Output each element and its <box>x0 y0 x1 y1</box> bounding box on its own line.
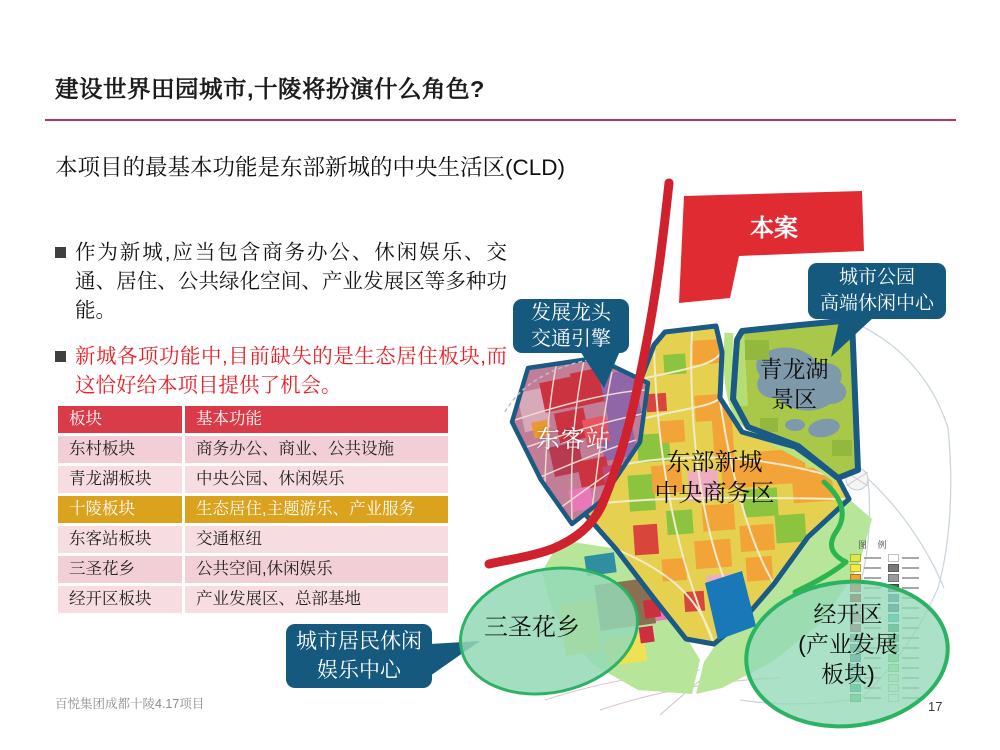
table-header-plate: 板块 <box>58 406 182 433</box>
legend-label-placeholder <box>864 567 881 569</box>
label-jingkai-line1: 经开区 <box>813 601 883 627</box>
label-qinglonghu-line1: 青龙湖 <box>759 356 829 382</box>
function-cell: 生态居住,主题游乐、产业服务 <box>185 496 448 523</box>
plate-cell: 经开区板块 <box>58 586 182 613</box>
function-cell: 交通枢纽 <box>185 526 448 553</box>
legend-row <box>850 565 881 571</box>
label-cbd <box>612 447 817 509</box>
legend-title: 图 例 <box>858 540 891 550</box>
legend-row <box>888 575 919 581</box>
footer-project-name: 百悦集团成都十陵4.17项目 <box>55 697 205 711</box>
legend-row <box>888 565 919 571</box>
function-cell: 产业发展区、总部基地 <box>185 586 448 613</box>
function-cell: 中央公园、休闲娱乐 <box>185 466 448 493</box>
label-east-station: 东客站 <box>536 426 611 453</box>
callout-east-station-line2: 交通引擎 <box>531 328 611 350</box>
legend-swatch <box>888 554 899 562</box>
plate-function-table <box>58 406 448 613</box>
label-jingkai <box>764 599 932 689</box>
legend-label-placeholder <box>902 557 919 559</box>
page-subtitle: 本项目的最基本功能是东部新城的中央生活区(CLD) <box>55 155 565 180</box>
legend-swatch <box>888 574 899 582</box>
page-title: 建设世界田园城市,十陵将扮演什么角色? <box>55 76 485 102</box>
legend-swatch <box>850 554 861 562</box>
label-jingkai-line3: 板块) <box>821 661 875 687</box>
legend-swatch <box>850 564 861 572</box>
legend-swatch <box>888 564 899 572</box>
callout-city-park <box>808 263 946 319</box>
callout-resident-leisure <box>286 624 432 688</box>
callout-city-park-line1: 城市公园 <box>838 267 915 288</box>
table-header-function: 基本功能 <box>185 406 448 433</box>
callout-resident-leisure-line1: 城市居民休闲 <box>296 630 422 653</box>
legend-label-placeholder <box>902 567 919 569</box>
plate-cell: 东村板块 <box>58 436 182 463</box>
callout-east-station-line1: 发展龙头 <box>531 302 611 324</box>
label-jingkai-line2: (产业发展 <box>798 631 898 657</box>
bullet-text-red: 新城各项功能中,目前缺失的是生态居住板块,而这恰好给本项目提供了机会。 <box>75 345 507 398</box>
plate-cell: 东客站板块 <box>58 526 182 553</box>
callout-resident-leisure-line2: 娱乐中心 <box>317 659 401 682</box>
legend-label-placeholder <box>864 577 881 579</box>
plate-cell: 三圣花乡 <box>58 556 182 583</box>
label-cbd-line2: 中央商务区 <box>654 480 775 507</box>
function-cell: 商务办公、商业、公共设施 <box>185 436 448 463</box>
plate-cell: 青龙湖板块 <box>58 466 182 493</box>
legend-label-placeholder <box>902 577 919 579</box>
legend-row <box>850 555 881 561</box>
label-cbd-line1: 东部新城 <box>666 449 763 476</box>
callout-city-park-line2: 高端休闲中心 <box>819 293 934 314</box>
bullet-text: 作为新城,应当包含商务办公、休闲娱乐、交通、居住、公共绿化空间、产业发展区等多种功能。 <box>75 241 507 323</box>
page-number: 17 <box>928 699 943 714</box>
plate-cell: 十陵板块 <box>58 496 182 523</box>
function-cell: 公共空间,休闲娱乐 <box>185 556 448 583</box>
label-qinglonghu <box>733 354 855 414</box>
label-qinglonghu-line2: 景区 <box>771 386 817 412</box>
legend-label-placeholder <box>864 557 881 559</box>
callout-east-station <box>513 299 629 353</box>
label-sansheng: 三圣花乡 <box>484 614 580 641</box>
legend-row <box>888 555 919 561</box>
site-marker-label: 本案 <box>750 215 798 242</box>
